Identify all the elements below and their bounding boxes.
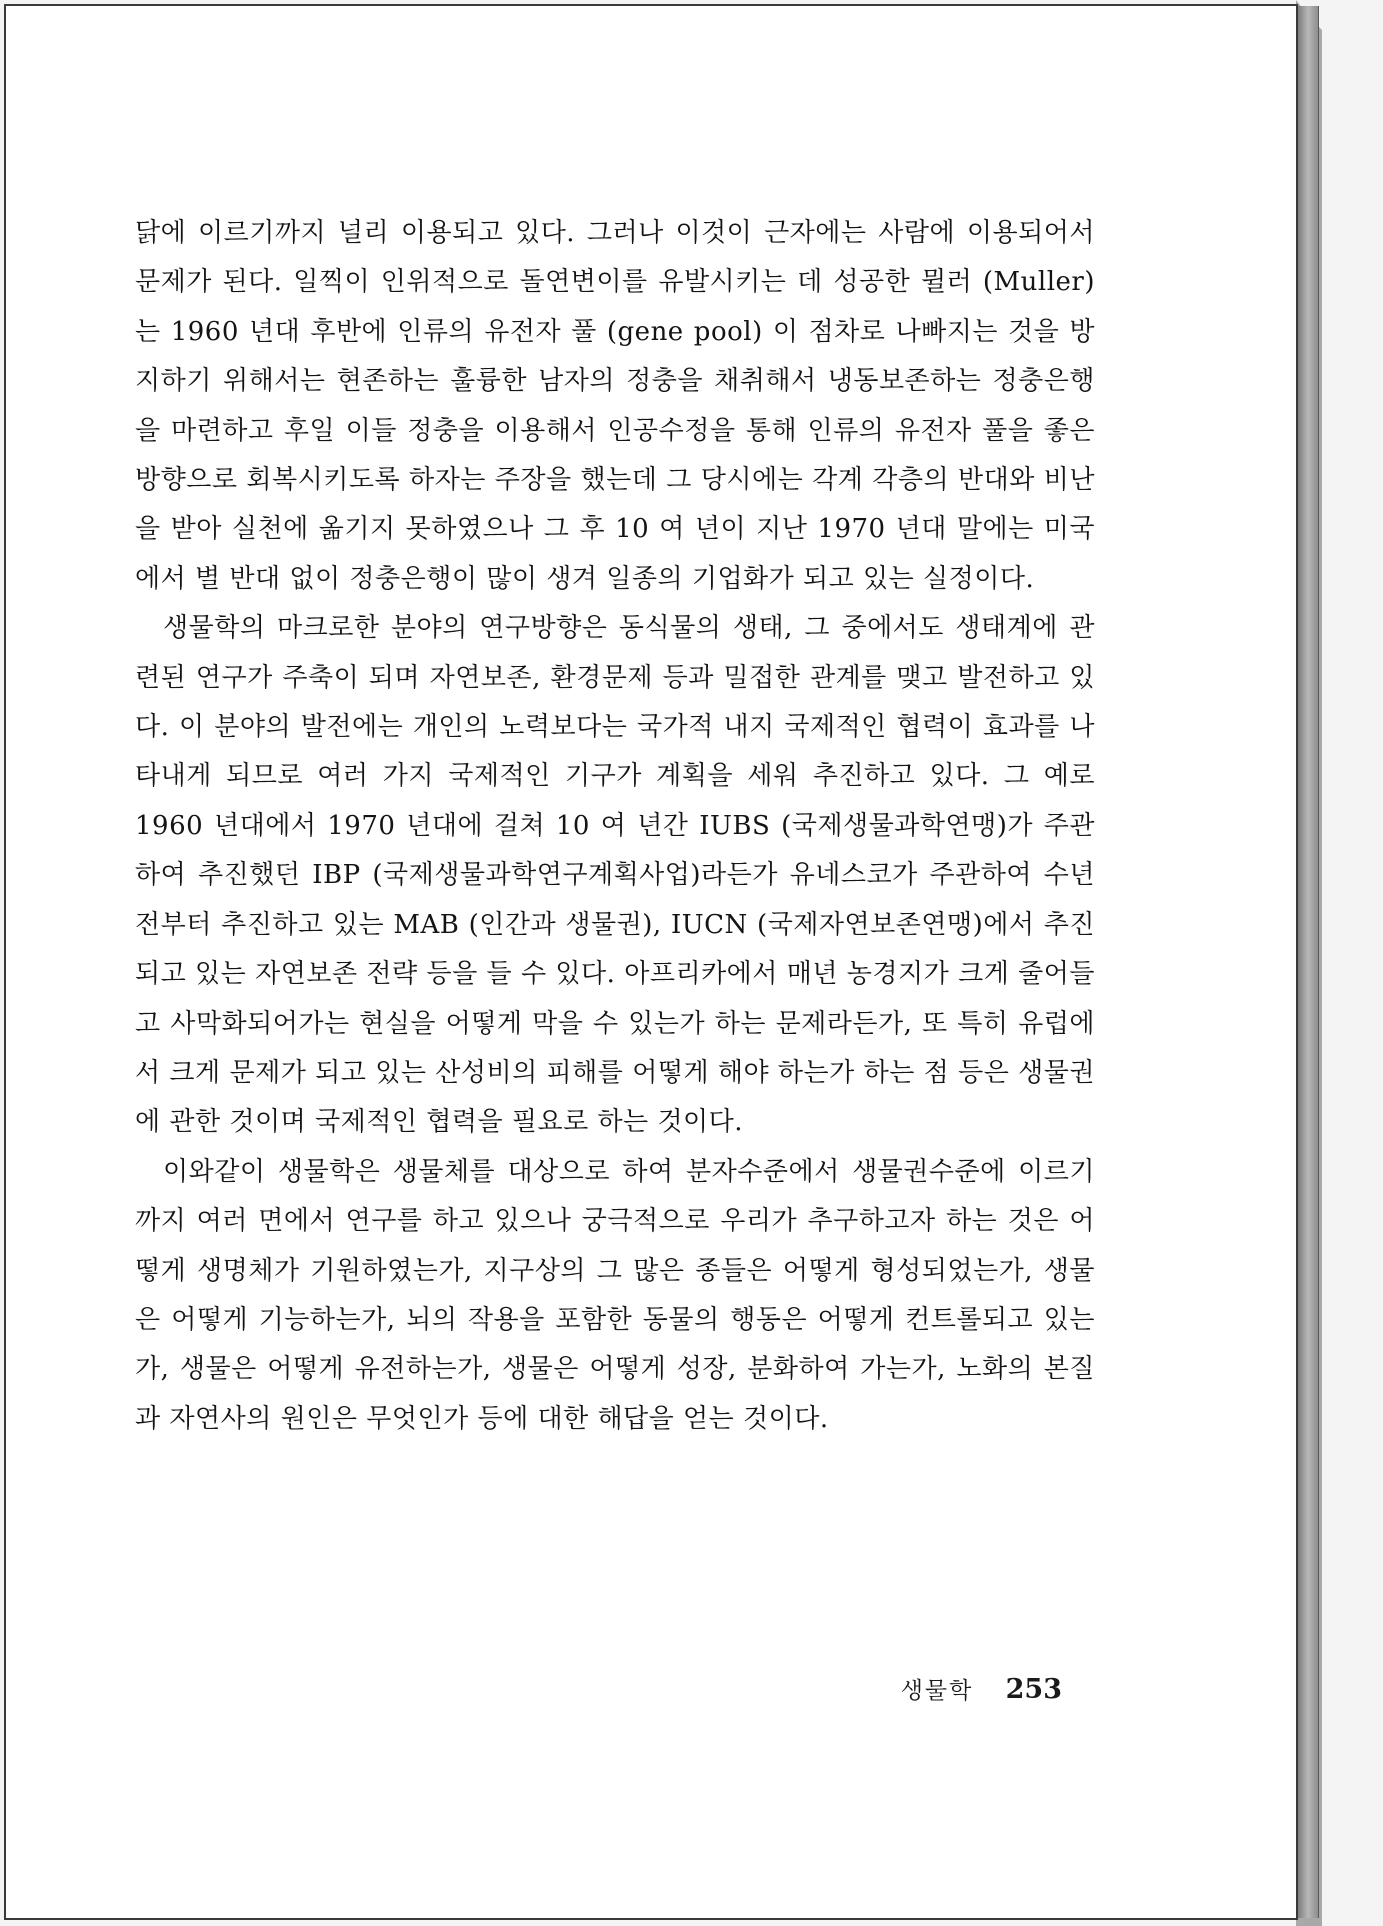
page-number: 253 — [1005, 1674, 1062, 1705]
paragraph-3: 이와같이 생물학은 생물체를 대상으로 하여 분자수준에서 생물권수준에 이르기까지 여러 면에서 연구를 하고 있으나 궁극적으로 우리가 추구하고자 하는 것은 어떻게 생명체가 기원하였는가, 지구상의 그 많은 종들은 어떻게 형성되었는가, 생물은 어떻게 기능하는가, 뇌의 작용을 포함한 동물의 행동은 어떻게 컨트롤되고 있는가, 생물은 어떻게 유전하는가, 생물은 어떻게 성장, 분화하여 가는가, 노화의 본질과 자연사의 원인은 무엇인가 등에 대한 해답을 얻는 것이다. — [135, 1156, 1095, 1434]
running-footer-section: 생물학 — [900, 1678, 974, 1704]
page-edge — [1298, 6, 1319, 1918]
page-footer — [901, 1672, 1062, 1705]
body-text — [135, 209, 1095, 1444]
paragraph-2: 생물학의 마크로한 분야의 연구방향은 동식물의 생태, 그 중에서도 생태계에 관련된 연구가 주축이 되며 자연보존, 환경문제 등과 밀접한 관계를 맺고 발전하고 있다. 이 분야의 발전에는 개인의 노력보다는 국가적 내지 국제적인 협력이 효과를 나타내게 되므로 여러 가지 국제적인 기구가 계획을 세워 추진하고 있다. 그 예로 1960 년대에서 1970 년대에 걸쳐 10 여 년간 IUBS (국제생물과학연맹)가 주관하여 추진했던 IBP (국제생물과학연구계획사업)라든가 유네스코가 주관하여 수년 전부터 추진하고 있는 MAB (인간과 생물권), IUCN (국제자연보존연맹)에서 추진되고 있는 자연보존 전략 등을 들 수 있다. 아프리카에서 매년 농경지가 크게 줄어들고 사막화되어가는 현실을 어떻게 막을 수 있는가 하는 문제라든가, 또 특히 유럽에서 크게 문제가 되고 있는 산성비의 피해를 어떻게 해야 하는가 하는 점 등은 생물권에 관한 것이며 국제적인 협력을 필요로 하는 것이다. — [135, 613, 1096, 1138]
paragraph-1: 닭에 이르기까지 널리 이용되고 있다. 그러나 이것이 근자에는 사람에 이용되어서 문제가 된다. 일찍이 인위적으로 돌연변이를 유발시키는 데 성공한 뮐러 (Muller) 는 1960 년대 후반에 인류의 유전자 풀 (gene pool) 이 점차로 나빠지는 것을 방지하기 위해서는 현존하는 훌륭한 남자의 정충을 채취해서 냉동보존하는 정충은행을 마련하고 후일 이들 정충을 이용해서 인공수정을 통해 인류의 유전자 풀을 좋은 방향으로 회복시키도록 하자는 주장을 했는데 그 당시에는 각계 각층의 반대와 비난을 받아 실천에 옮기지 못하였으나 그 후 10 여 년이 지난 1970 년대 말에는 미국에서 별 반대 없이 정충은행이 많이 생겨 일종의 기업화가 되고 있는 실정이다. — [135, 218, 1095, 594]
